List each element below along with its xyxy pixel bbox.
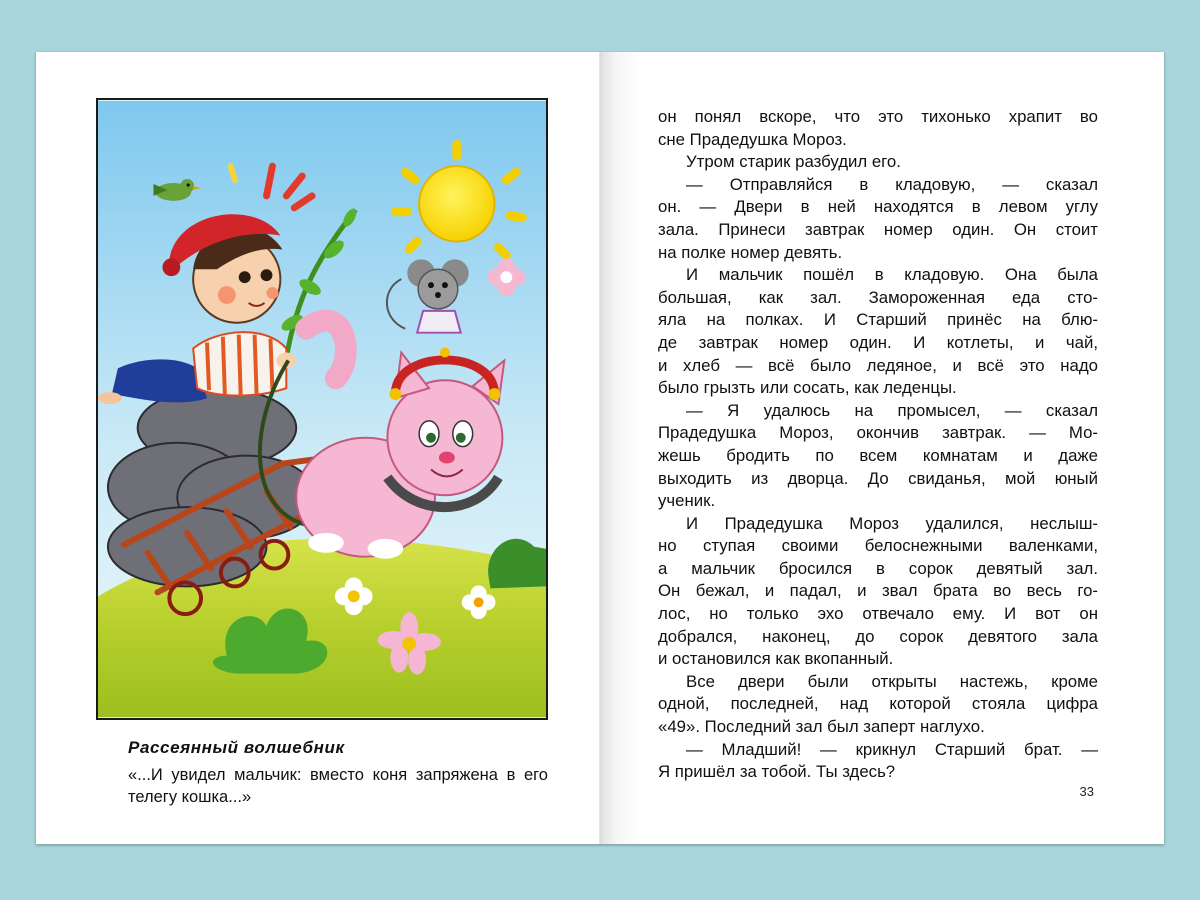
text-line: Я пришёл за тобой. Ты здесь?: [658, 762, 896, 782]
text-line: де завтрак номер один. И котлеты, и чай,: [658, 332, 1098, 352]
text-line: — Я удалюсь на промысел, — сказал: [686, 400, 1098, 420]
body-text: [658, 106, 1098, 784]
text-line: яла на полках. И Старший принёс на блю-: [658, 310, 1098, 330]
text-line: жешь бродить по всем комнатам и даже: [658, 445, 1098, 465]
caption-title: Рассеянный волшебник: [128, 738, 345, 757]
text-line: но ступая своими белоснежными валенками,: [658, 536, 1098, 556]
text-line: и хлеб — всё было ледяное, и всё это надо: [658, 355, 1098, 375]
illustration: [96, 98, 548, 720]
text-line: И Прадедушка Мороз удалился, неслыш-: [686, 513, 1098, 533]
text-line: добрался, наконец, до сорок девятого зала: [658, 626, 1098, 646]
text-line: а мальчик бросился в сорок девятый зал.: [658, 558, 1098, 578]
text-line: «49». Последний зал был заперт наглухо.: [658, 717, 985, 737]
text-line: выходить из дворца. До свиданья, мой юный: [658, 468, 1098, 488]
text-line: он. — Двери в ней находятся в левом углу: [658, 197, 1098, 217]
text-line: И мальчик пошёл в кладовую. Она была: [686, 265, 1098, 285]
text-line: — Отправляйся в кладовую, — сказал: [686, 174, 1098, 194]
page-number: 33: [1079, 784, 1094, 799]
text-line: было грызть или сосать, как леденцы.: [658, 378, 957, 398]
text-line: Все двери были открыты настежь, кроме: [686, 671, 1098, 691]
text-line: ученик.: [658, 491, 716, 511]
text-line: Прадедушка Мороз, окончив завтрак. — Мо-: [658, 423, 1098, 443]
text-line: — Младший! — крикнул Старший брат. —: [686, 739, 1098, 759]
text-line: сне Прадедушка Мороз.: [658, 129, 847, 149]
left-page: [36, 52, 602, 844]
text-line: он понял вскоре, что это тихонько храпит во: [658, 107, 1098, 126]
book-spread: [36, 52, 1164, 844]
boy-cat-cart-icon: [98, 100, 546, 718]
caption-text: «...И увидел мальчик: вместо коня запряжена в его телегу кошка...»: [128, 766, 548, 806]
right-page: [602, 52, 1164, 844]
text-line: большая, как зал. Замороженная еда сто-: [658, 287, 1098, 307]
caption: [128, 738, 548, 808]
text-line: одной, последней, над которой стояла цифра: [658, 694, 1098, 714]
text-line: и остановился как вкопанный.: [658, 649, 894, 669]
text-line: лос, но только эхо отвечало ему. И вот он: [658, 604, 1098, 624]
text-line: Он бежал, и падал, и звал брата во весь го-: [658, 581, 1098, 601]
text-line: Утром старик разбудил его.: [686, 152, 901, 172]
text-line: зала. Принеси завтрак номер один. Он стоит: [658, 219, 1098, 239]
text-line: на полке номер девять.: [658, 242, 843, 262]
